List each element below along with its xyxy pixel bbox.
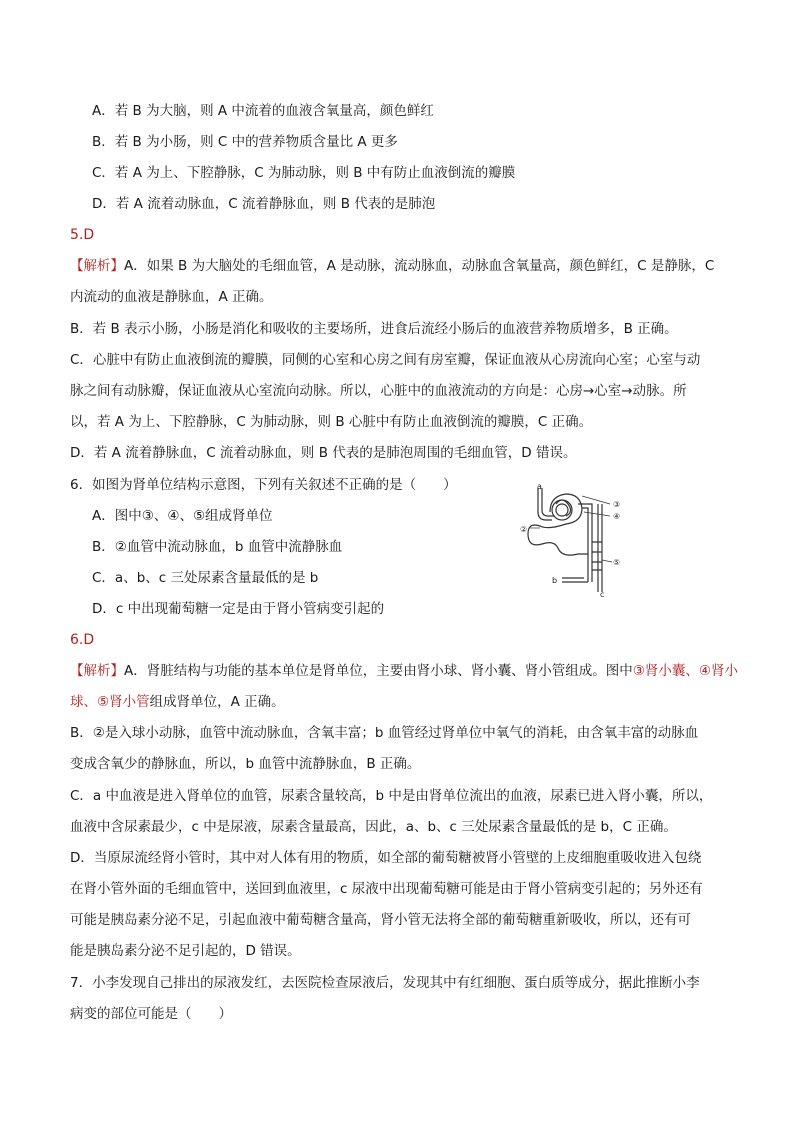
- q6-analysis-line: C．a 中血液是进入肾单位的血管，尿素含量较高，b 中是由肾单位流出的血液，尿素已进入肾小囊，所以，: [70, 788, 713, 804]
- q5-analysis-line: B．若 B 表示小肠，小肠是消化和吸收的主要场所，进食后流经小肠后的血液营养物质增多，B 正确。: [70, 321, 678, 337]
- q6-analysis-line: 可能是胰岛素分泌不足，引起血液中葡萄糖含量高，肾小管无法将全部的葡萄糖重新吸收，所以，还有可: [70, 912, 691, 928]
- q5-analysis-line: 内流动的血液是静脉血，A 正确。: [70, 289, 273, 305]
- q6-option-d: D．c 中出现葡萄糖一定是由于肾小管病变引起的: [92, 601, 385, 617]
- q5-option-b: B．若 B 为小肠，则 C 中的营养物质含量比 A 更多: [92, 134, 398, 150]
- diagram-label-2: ②: [520, 525, 528, 534]
- q5-analysis-line: 脉之间有动脉瓣，保证血液从心室流向动脉。所以，心脏中的血液流动的方向是：心房→心室→动脉。所: [70, 383, 687, 399]
- q5-analysis-line: C．心脏中有防止血液倒流的瓣膜，同侧的心室和心房之间有房室瓣，保证血液从心房流向心室；心室与动: [70, 352, 701, 368]
- q6-analysis-highlight: ③肾小囊、④肾小: [632, 663, 738, 679]
- q6-analysis-line: [70, 661, 750, 681]
- q7-stem: 7．小李发现自己排出的尿液发红，去医院检查尿液后，发现其中有红细胞、蛋白质等成分，据此推断小李: [70, 975, 700, 991]
- q6-analysis-text: A．肾脏结构与功能的基本单位是肾单位，主要由肾小球、肾小囊、肾小管组成。图中: [124, 663, 633, 679]
- diagram-label-4: ④: [613, 512, 621, 521]
- q5-option-a: A．若 B 为大脑，则 A 中流着的血液含氧量高，颜色鲜红: [92, 103, 434, 119]
- q5-analysis-text: A．如果 B 为大脑处的毛细血管，A 是动脉，流动脉血，动脉血含氧量高，颜色鲜红，C 是静脉，C: [124, 258, 715, 274]
- q6-analysis-line: B．②是入球小动脉，血管中流动脉血，含氧丰富；b 血管经过肾单位中氧气的消耗，由含氧丰富的动脉血: [70, 725, 699, 741]
- q5-option-c: C．若 A 为上、下腔静脉，C 为肺动脉，则 B 中有防止血液倒流的瓣膜: [92, 165, 516, 181]
- q6-option-c: C．a、b、c 三处尿素含量最低的是 b: [92, 570, 319, 586]
- q6-stem: 6．如图为肾单位结构示意图，下列有关叙述不正确的是（ ）: [70, 477, 457, 493]
- diagram-label-a: a: [537, 482, 542, 491]
- analysis-tag: 【解析】: [70, 258, 124, 274]
- q6-analysis-line: 血液中含尿素最少，c 中是尿液，尿素含量最高，因此，a、b、c 三处尿素含量最低的是 b，C 正确。: [70, 819, 677, 835]
- q6-analysis-line: D．当原尿流经肾小管时，其中对人体有用的物质，如全部的葡萄糖被肾小管壁的上皮细胞重吸收进入包绕: [70, 850, 702, 866]
- nephron-diagram: [518, 482, 630, 598]
- q6-analysis-text: 组成肾单位，A 正确。: [149, 694, 285, 710]
- q6-answer: 6.D: [70, 632, 95, 648]
- q6-analysis-line: [70, 692, 750, 712]
- q5-option-d: D．若 A 流着动脉血，C 流着静脉血，则 B 代表的是肺泡: [92, 196, 436, 212]
- q6-analysis-line: 在肾小管外面的毛细血管中，送回到血液里，c 尿液中出现葡萄糖可能是由于肾小管病变引起的；另外还有: [70, 881, 703, 897]
- q6-option-a: A．图中③、④、⑤组成肾单位: [92, 508, 273, 524]
- q5-analysis-line: 以，若 A 为上、下腔静脉，C 为肺动脉，则 B 心脏中有防止血液倒流的瓣膜，C 正确。: [70, 414, 593, 430]
- diagram-label-3: ③: [613, 500, 621, 509]
- diagram-label-b: b: [552, 576, 558, 585]
- q7-stem: 病变的部位可能是（ ）: [70, 1006, 232, 1022]
- diagram-label-5: ⑤: [613, 558, 621, 567]
- diagram-label-c: c: [600, 590, 605, 598]
- q6-analysis-line: 变成含氧少的静脉血，所以，b 血管中流静脉血，B 正确。: [70, 756, 421, 772]
- q5-answer: 5.D: [70, 227, 95, 243]
- q6-option-b: B．②血管中流动脉血，b 血管中流静脉血: [92, 539, 343, 555]
- q6-analysis-highlight: 球、: [70, 694, 97, 710]
- q5-analysis-line: [70, 256, 750, 276]
- q5-analysis-line: D．若 A 流着静脉血，C 流着动脉血，则 B 代表的是肺泡周围的毛细血管，D 错误。: [70, 445, 577, 461]
- q6-analysis-line: 能是胰岛素分泌不足引起的，D 错误。: [70, 943, 301, 959]
- q6-analysis-highlight: ⑤肾小管: [97, 694, 150, 710]
- analysis-tag: 【解析】: [70, 663, 124, 679]
